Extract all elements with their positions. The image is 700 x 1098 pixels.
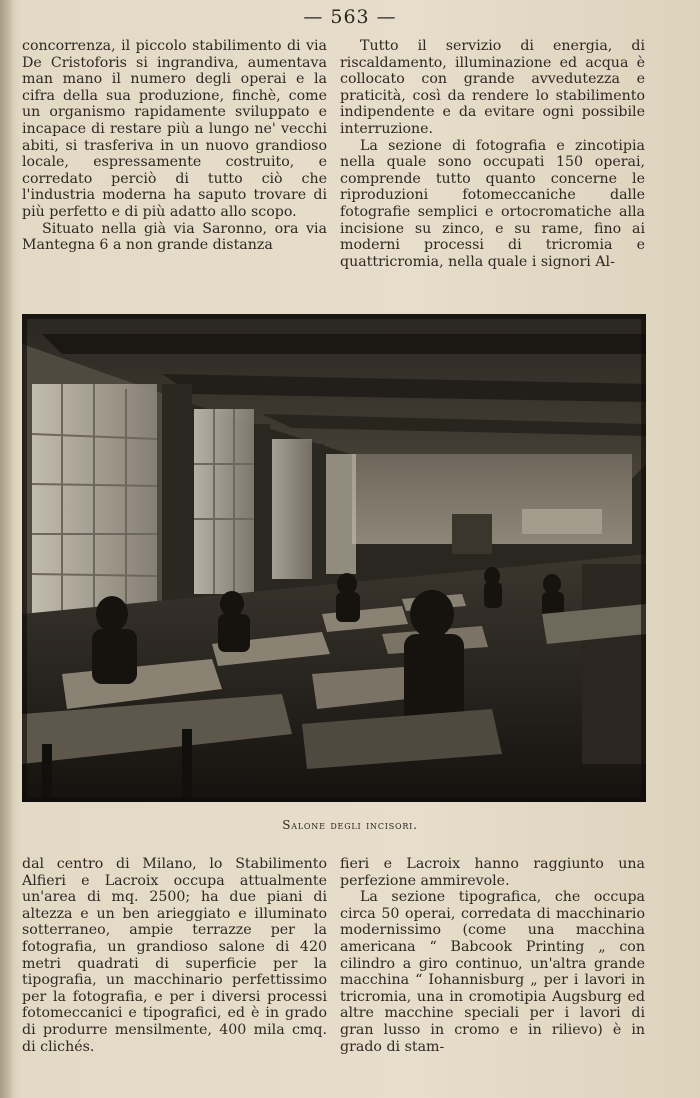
paragraph: fieri e Lacroix hanno raggiunto una perfezione ammirevole. [340,856,645,889]
text-column-top-left [22,38,327,254]
paragraph: Tutto il servizio di energia, di riscaldamento, illuminazione ed acqua è collocato con grande avvedutezza e praticità, così da rendere lo stabilimento indipendente e da evitare ogni possibile interruzione. [340,38,645,137]
paragraph: dal centro di Milano, lo Stabilimento Alfieri e Lacroix occupa attualmente un'area di mq. 2500; ha due piani di altezza e un ben arieggiato e illuminato sotterraneo, ampie terrazze per la fotografia, un grandioso salone di 420 metri quadrati di superficie per la tipografia, un macchinario perfettissimo per la fotografia, e per i diversi processi fotomeccanici e tipografici, ed è in grado di produrre mensilmente, 400 mila cmq. di clichés. [22,856,327,1055]
photo-caption: Salone degli incisori. [282,818,418,832]
text-column-bottom-left [22,856,327,1055]
binding-shadow [0,0,14,1098]
page-number: — 563 — [303,6,397,28]
paragraph: Situato nella già via Saronno, ora via Mantegna 6 a non grande distanza [22,220,327,254]
paragraph: La sezione di fotografia e zincotipia nella quale sono occupati 150 operai, comprende tutto quanto concerne le riproduzioni fotomeccaniche dalle fotografie semplici e ortocromatiche alla incisione su zinco, e su rame, fino ai moderni processi di tricromia e quattricromia, nella quale i signori Al- [340,137,645,270]
paragraph: La sezione tipografica, che occupa circa 50 operai, corredata di macchinario modernissimo (come una macchina americana “ Babcook Printing „ con cilindro a giro continuo, un'altra grande macchina “ Iohannisburg „ per i lavori in tricromia, una in cromotipia Augsburg ed altre macchine speciali per i lavori di gran lusso in cromo e in rilievo) è in grado di stam- [340,889,645,1055]
engravers-hall-photo [22,314,646,802]
text-column-bottom-right [340,856,645,1055]
paragraph: concorrenza, il piccolo stabilimento di via De Cristoforis si ingrandiva, aumentava man mano il numero degli operai e la cifra della sua produzione, finchè, come un organismo rapidamente sviluppato e incapace di restare più a lungo ne' vecchi abiti, si trasferiva in un nuovo grandioso locale, espressamente costruito, e corredato perciò di tutto ciò che l'industria moderna ha saputo trovare di più perfetto e di più adatto allo scopo. [22,38,327,220]
photo-illustration [22,314,646,802]
text-column-top-right [340,38,645,270]
